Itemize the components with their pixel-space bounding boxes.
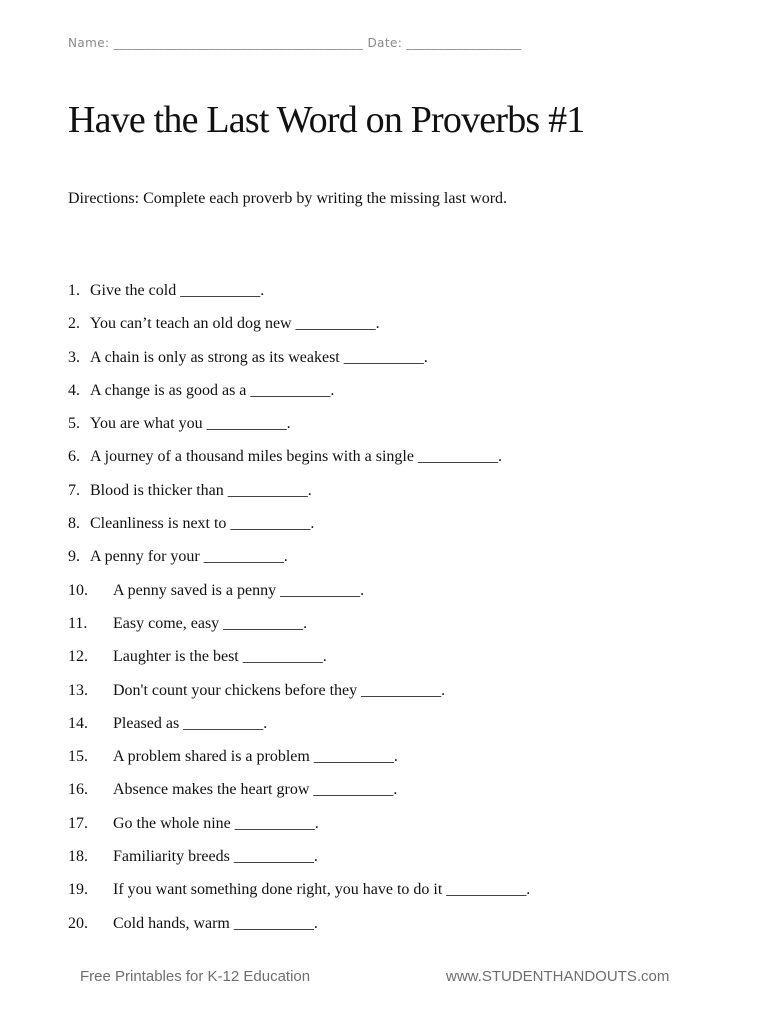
question-number: 10. (68, 581, 88, 599)
question-item (68, 579, 530, 612)
question-list (68, 279, 530, 945)
question-text: Easy come, easy __________. (113, 614, 308, 632)
question-number: 6. (68, 448, 80, 466)
question-number: 20. (68, 914, 88, 932)
question-item (68, 745, 530, 778)
question-text: A journey of a thousand miles begins with a single __________. (90, 448, 502, 466)
directions-text: Directions: Complete each proverb by writing the missing last word. (68, 190, 508, 207)
question-item (68, 479, 530, 512)
name-date-line: Name: _______________________________________ Date: __________________ (68, 36, 522, 50)
question-text: A chain is only as strong as its weakest __________. (90, 348, 428, 366)
question-number: 1. (68, 282, 80, 299)
question-number: 13. (68, 681, 88, 699)
question-text: Cleanliness is next to __________. (90, 515, 315, 533)
question-item (68, 379, 530, 412)
question-item (68, 812, 530, 845)
question-item (68, 312, 530, 345)
question-text: Pleased as __________. (113, 714, 268, 732)
question-text: Cold hands, warm __________. (113, 914, 318, 932)
question-text: If you want something done right, you have to do it __________. (113, 881, 531, 899)
question-text: Give the cold __________. (90, 282, 265, 299)
question-item (68, 279, 530, 312)
question-number: 14. (68, 714, 88, 732)
question-number: 5. (68, 415, 80, 433)
question-item (68, 912, 530, 945)
question-text: A problem shared is a problem __________. (113, 748, 398, 766)
question-item (68, 612, 530, 645)
question-item (68, 679, 530, 712)
question-item (68, 645, 530, 678)
question-item (68, 412, 530, 445)
question-text: Absence makes the heart grow __________. (113, 781, 398, 799)
question-item (68, 878, 530, 911)
question-number: 3. (68, 348, 80, 366)
question-text: Familiarity breeds __________. (113, 848, 318, 866)
question-item (68, 778, 530, 811)
question-number: 7. (68, 481, 80, 499)
question-number: 17. (68, 814, 88, 832)
question-item (68, 712, 530, 745)
worksheet-title: Have the Last Word on Proverbs #1 (68, 99, 585, 141)
question-text: A penny saved is a penny __________. (113, 581, 365, 599)
question-text: A change is as good as a __________. (90, 381, 335, 399)
question-number: 2. (68, 315, 80, 333)
question-number: 12. (68, 648, 88, 666)
question-text: Blood is thicker than __________. (90, 481, 312, 499)
question-number: 4. (68, 381, 80, 399)
footer-website: www.STUDENTHANDOUTS.com (446, 968, 670, 985)
question-item (68, 845, 530, 878)
question-item (68, 512, 530, 545)
question-item (68, 346, 530, 379)
question-number: 19. (68, 881, 88, 899)
question-text: A penny for your __________. (90, 548, 288, 566)
question-number: 18. (68, 848, 88, 866)
question-text: Laughter is the best __________. (113, 648, 327, 666)
question-text: You can’t teach an old dog new __________. (90, 315, 380, 333)
question-number: 16. (68, 781, 88, 799)
footer-tagline: Free Printables for K-12 Education (80, 968, 311, 985)
question-item (68, 445, 530, 478)
question-number: 11. (68, 614, 88, 632)
question-number: 15. (68, 748, 88, 766)
question-item (68, 545, 530, 578)
question-number: 8. (68, 515, 80, 533)
question-text: Go the whole nine __________. (113, 814, 319, 832)
question-text: Don't count your chickens before they __________. (113, 681, 446, 699)
question-number: 9. (68, 548, 80, 566)
question-text: You are what you __________. (90, 415, 291, 433)
